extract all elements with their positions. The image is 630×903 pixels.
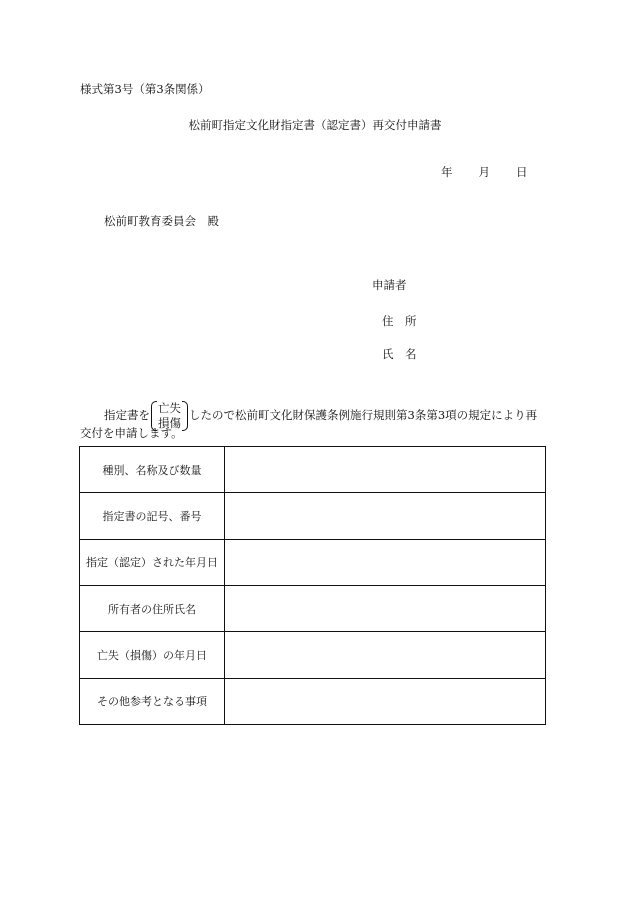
month-label: 月 [478,165,490,179]
day-label: 日 [516,165,528,179]
right-bracket [182,401,188,431]
address-label: 住 所 [382,314,417,328]
body-line2: 交付を申請します。 [80,426,183,440]
form-title: 松前町指定文化財指定書（認定書）再交付申請書 [188,118,442,132]
option-lost: 亡失 [158,401,181,415]
table-row [80,632,546,678]
recipient: 松前町教育委員会 殿 [104,214,219,228]
row-value [225,678,546,724]
table-row [80,447,546,493]
name-label: 氏 名 [382,347,417,361]
year-label: 年 [441,165,453,179]
row-label: 所有者の住所氏名 [80,585,225,631]
row-value [225,632,546,678]
application-table [79,446,546,725]
table-row [80,539,546,585]
row-label: 種別、名称及び数量 [80,447,225,493]
date-line [441,164,528,180]
row-label: 指定（認定）された年月日 [80,539,225,585]
form-number: 様式第3号（第3条関係） [80,82,210,96]
option-damaged: 損傷 [158,416,181,430]
table-row [80,585,546,631]
row-value [225,585,546,631]
row-label: 指定書の記号、番号 [80,493,225,539]
row-value [225,447,546,493]
row-label: 亡失（損傷）の年月日 [80,632,225,678]
row-value [225,493,546,539]
row-value [225,539,546,585]
table-row [80,678,546,724]
table-row [80,493,546,539]
body-suffix: したので松前町文化財保護条例施行規則第3条第3項の規定により再 [189,408,538,422]
applicant-heading: 申請者 [372,278,407,292]
body-prefix: 指定書を [104,408,150,422]
row-label: その他参考となる事項 [80,678,225,724]
